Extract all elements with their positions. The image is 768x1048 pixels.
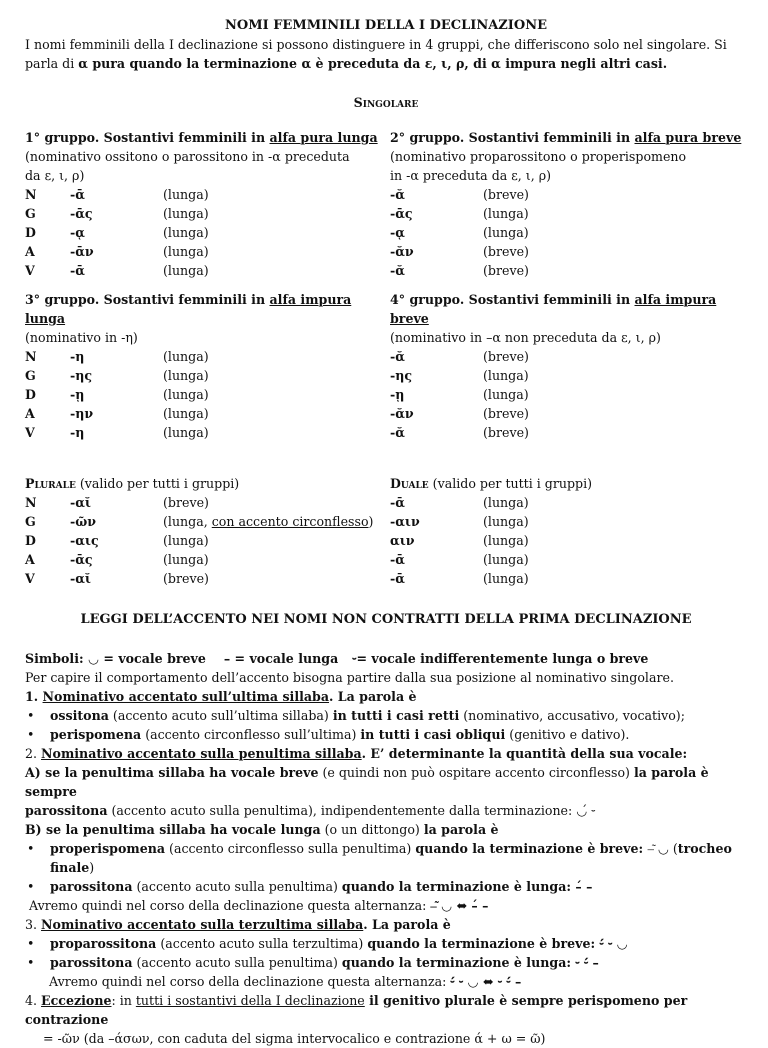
group-4	[390, 290, 747, 442]
law-heading: Nominativo accentato sulla penultima sillaba	[41, 746, 362, 761]
case-ending: -αις	[70, 533, 99, 548]
case-ending: -ᾱ	[70, 263, 85, 278]
case-ending: -η	[70, 349, 85, 364]
intro-line-2	[25, 54, 747, 73]
group-note: da ε, ι, ρ)	[25, 168, 85, 183]
quantity-note: (lunga)	[163, 263, 209, 278]
bullet-icon: •	[27, 879, 35, 894]
condition: quando la terminazione è lunga	[341, 955, 567, 970]
case-label: A	[25, 244, 35, 259]
quantity-note: (breve)	[483, 349, 529, 364]
case-ending: -ᾰ	[390, 263, 405, 278]
explanation: (accento acuto sulla penultima), indipendentemente dalla terminazione:	[107, 803, 577, 818]
quantity-note: (lunga)	[163, 187, 209, 202]
case-label: D	[25, 225, 36, 240]
bullet-icon: •	[27, 936, 35, 951]
quantity-note: (lunga)	[163, 533, 209, 548]
case-ending: -ᾰν	[390, 406, 414, 421]
groups-3-4	[25, 290, 747, 442]
condition: il genitivo plurale è sempre perispomeno per contrazione	[25, 993, 688, 1027]
document-page	[25, 14, 747, 1048]
duale-note: (valido per tutti i gruppi)	[428, 476, 593, 491]
group-heading: 3° gruppo. Sostantivi femminili in	[25, 292, 270, 307]
group-heading-underlined: alfa pura lunga	[269, 130, 378, 145]
law-2-B-bullet-2	[25, 877, 747, 896]
explanation: (e quindi non può ospitare accento circonflesso)	[318, 765, 634, 780]
quantity-note: (lunga)	[483, 387, 529, 402]
case-label: D	[25, 387, 36, 402]
quantity-note: (lunga)	[483, 571, 529, 586]
case-label: A	[25, 552, 35, 567]
condition: in tutti i casi retti	[332, 708, 460, 723]
law-2-B-bullet-1	[25, 839, 747, 877]
plurale-block	[25, 474, 390, 588]
quantity-note: (lunga)	[483, 552, 529, 567]
group-heading-underlined: alfa impura lunga	[25, 292, 352, 326]
case-label: N	[25, 495, 37, 510]
declension-table	[25, 347, 390, 442]
term: trocheo finale	[50, 841, 732, 875]
group-heading-underlined: alfa impura breve	[390, 292, 717, 326]
quantity-note: (lunga)	[483, 495, 529, 510]
term: parossitona	[50, 955, 133, 970]
longa-symbol: –	[223, 651, 231, 666]
case-ending: αιν	[390, 533, 415, 548]
explanation: (o un dittongo)	[320, 822, 424, 837]
quantity-note: (lunga)	[163, 225, 209, 240]
quantity-note: (lunga)	[163, 425, 209, 440]
term: ossitona	[50, 708, 109, 723]
quantity-note: (lunga)	[483, 514, 529, 529]
case-ending: -ᾱ	[70, 187, 85, 202]
metric-symbols: ⏑́ ⏑ ◡ ⬌ ⏑ ⏑́ –	[450, 974, 522, 989]
case-label: N	[25, 187, 37, 202]
anceps-text: = vocale indifferentemente lunga o breve	[356, 651, 649, 666]
quantity-note	[163, 512, 390, 531]
metric-symbols: –͂ ◡ ⬌ –́ –	[430, 898, 489, 913]
metric-symbols: : ⏑ ⏑́ –	[566, 955, 599, 970]
quantity-note: (lunga)	[483, 206, 529, 221]
bullet-icon: •	[27, 841, 35, 856]
case-ending: -ᾱ	[390, 495, 405, 510]
law-3	[25, 915, 747, 934]
quantity-note: (breve)	[483, 187, 529, 202]
group-note: (nominativo in –α non preceduta da ε, ι, ρ)	[390, 330, 661, 345]
bullet-icon: •	[27, 708, 35, 723]
metric-symbols: : –́ –	[566, 879, 593, 894]
law-number: 1.	[25, 689, 43, 704]
explanation: (accento acuto sulla terzultima)	[156, 936, 368, 951]
condition: quando la terminazione è lunga	[341, 879, 567, 894]
group-heading: 1° gruppo. Sostantivi femminili in	[25, 130, 270, 145]
group-1	[25, 128, 390, 280]
explanation: (genitivo e dativo).	[505, 727, 630, 742]
explanation: : in	[111, 993, 136, 1008]
case-ending: -ην	[70, 406, 94, 421]
term: proparossitona	[50, 936, 157, 951]
quantity-note-text: )	[368, 514, 374, 529]
case-ending: -αιν	[390, 514, 420, 529]
condition: la parola è	[423, 822, 499, 837]
law-heading-tail: . La parola è	[329, 689, 417, 704]
explanation: Avremo quindi nel corso della declinazione questa alternanza:	[49, 974, 451, 989]
declension-table	[25, 493, 390, 588]
declension-table	[390, 347, 747, 442]
quantity-note: (lunga)	[163, 349, 209, 364]
case-label: G	[25, 368, 36, 383]
law-number: 2.	[25, 746, 42, 761]
intro-bold-text: è preceduta da ε, ι, ρ, di	[311, 56, 492, 71]
law-number: 4.	[25, 993, 42, 1008]
case-label: V	[25, 571, 35, 586]
condition: in tutti i casi obliqui	[360, 727, 506, 742]
case-label: G	[25, 514, 36, 529]
law-3-alternation	[25, 972, 747, 991]
duale-heading: Duale	[390, 476, 429, 491]
quantity-note: (breve)	[483, 263, 529, 278]
page-title: NOMI FEMMINILI DELLA I DECLINAZIONE	[224, 18, 547, 33]
group-note: (nominativo in -η)	[25, 330, 138, 345]
bullet-icon: •	[27, 955, 35, 970]
plurale-heading: Plurale	[25, 476, 76, 491]
explanation: (accento acuto sulla penultima)	[132, 879, 342, 894]
case-label: V	[25, 425, 35, 440]
case-ending: -ᾰ	[390, 187, 405, 202]
explanation: (accento circonflesso sulla penultima)	[165, 841, 416, 856]
declension-table	[390, 493, 747, 588]
law-heading: Nominativo accentato sull’ultima sillaba	[42, 689, 330, 704]
quantity-note: (lunga)	[163, 406, 209, 421]
law-heading-tail: . La parola è	[363, 917, 451, 932]
quantity-note: (breve)	[483, 425, 529, 440]
case-label: N	[25, 349, 37, 364]
singolare-heading: Singolare	[353, 95, 419, 110]
quantity-note: (lunga)	[163, 368, 209, 383]
breve-symbol: ◡	[88, 651, 100, 666]
explanation: (nominativo, accusativo, vocativo);	[459, 708, 685, 723]
quantity-note: (breve)	[163, 495, 209, 510]
law-2	[25, 744, 747, 763]
group-heading: 2° gruppo. Sostantivi femminili in	[390, 130, 635, 145]
group-note: in -α preceduta da ε, ι, ρ)	[390, 168, 552, 183]
case-ending: -αῐ	[70, 571, 92, 586]
group-note: (nominativo proparossitono o properispomeno	[390, 149, 687, 164]
quantity-note: (lunga)	[163, 206, 209, 221]
quantity-note: (lunga)	[163, 552, 209, 567]
law-1-bullet-1	[25, 706, 747, 725]
explanation: Avremo quindi nel corso della declinazione questa alternanza:	[29, 898, 431, 913]
duale-block	[390, 474, 747, 588]
quantity-note: (breve)	[483, 244, 529, 259]
quantity-note: (lunga)	[163, 387, 209, 402]
intro-text: parla di	[25, 56, 79, 71]
case-ending: -ᾳ	[390, 225, 405, 240]
explanation-underlined: tutti i sostantivi della I declinazione	[135, 993, 365, 1008]
case-ending: -ᾳ	[70, 225, 85, 240]
case-ending: -ῃ	[390, 387, 405, 402]
group-heading: 4° gruppo. Sostantivi femminili in	[390, 292, 635, 307]
law-number: 3.	[25, 917, 42, 932]
explanation: (accento acuto sull’ultima sillaba)	[108, 708, 333, 723]
breve-text: = vocale breve	[99, 651, 206, 666]
bullet-icon: •	[27, 727, 35, 742]
case-label: D	[25, 533, 36, 548]
quantity-note: (breve)	[483, 406, 529, 421]
case-ending: -ᾰν	[390, 244, 414, 259]
group-heading-underlined: alfa pura breve	[634, 130, 742, 145]
condition: la parola è sempre	[25, 765, 709, 799]
case-label: G	[25, 206, 36, 221]
laws-intro: Per capire il comportamento dell’accento bisogna partire dalla sua posizione al nominativo singolare.	[25, 670, 674, 685]
case-ending: -ᾱ	[390, 552, 405, 567]
case-ending: -ῃ	[70, 387, 85, 402]
term: parossitona	[25, 803, 108, 818]
alpha-glyph: α	[491, 56, 501, 71]
case-ending: -αῐ	[70, 495, 92, 510]
law-2-A-cont	[25, 801, 747, 820]
group-note: (nominativo ossitono o parossitono in -α preceduta	[25, 149, 350, 164]
quantity-note-text: (lunga,	[163, 514, 212, 529]
alpha-glyph: α	[301, 56, 312, 71]
law-3-bullet-2	[25, 953, 747, 972]
plurale-note: (valido per tutti i gruppi)	[75, 476, 240, 491]
declension-table	[25, 185, 390, 280]
intro-bold-text: impura negli altri casi.	[500, 56, 668, 71]
condition: quando la terminazione è breve:	[415, 841, 648, 856]
law-2-B	[25, 820, 747, 839]
term: parossitona	[50, 879, 133, 894]
law-2-alternation	[25, 896, 747, 915]
law-4	[25, 991, 747, 1029]
anceps-symbol: ⏑	[352, 651, 357, 666]
term: perispomena	[50, 727, 142, 742]
law-3-bullet-1	[25, 934, 747, 953]
condition: A) se la penultima sillaba ha vocale breve	[25, 765, 319, 780]
case-ending: -ης	[70, 368, 93, 383]
law-4-cont: = -ῶν (da –άσων, con caduta del sigma intervocalico e contrazione ά + ω = ῶ)	[43, 1031, 546, 1046]
law-1	[25, 687, 747, 706]
case-ending: -ης	[390, 368, 413, 383]
metric-symbols: ◡́ ⏑	[576, 803, 596, 818]
explanation: (	[668, 841, 678, 856]
quantity-note: (lunga)	[163, 244, 209, 259]
explanation: (accento acuto sulla penultima)	[132, 955, 342, 970]
law-heading: Eccezione	[41, 993, 112, 1008]
case-ending: -ᾱς	[70, 206, 93, 221]
explanation: (accento circonflesso sull’ultima)	[141, 727, 361, 742]
term: properispomena	[50, 841, 166, 856]
intro-line-1: I nomi femminili della I declinazione si possono distinguere in 4 gruppi, che differiscono solo nel singolare. Si	[25, 37, 727, 52]
case-ending: -ῶν	[70, 514, 96, 529]
case-label: A	[25, 406, 35, 421]
condition: B) se la penultima sillaba ha vocale lunga	[25, 822, 321, 837]
law-1-bullet-2	[25, 725, 747, 744]
symbols-line	[25, 649, 747, 668]
case-ending: -η	[70, 425, 85, 440]
intro-bold-text: pura quando la terminazione	[87, 56, 302, 71]
groups-1-2	[25, 128, 747, 280]
case-ending: -ᾱ	[390, 571, 405, 586]
longa-text: = vocale lunga	[230, 651, 339, 666]
quantity-note: (lunga)	[483, 533, 529, 548]
law-heading-tail: . E’ determinante la quantità della sua vocale:	[361, 746, 688, 761]
group-3	[25, 290, 390, 442]
case-ending: -ᾱν	[70, 244, 94, 259]
group-2	[390, 128, 747, 280]
case-ending: -ᾰ	[390, 349, 405, 364]
condition: quando la terminazione è breve	[367, 936, 591, 951]
symbols-label: Simboli:	[25, 651, 89, 666]
case-ending: -ᾰ	[390, 425, 405, 440]
law-heading: Nominativo accentato sulla terzultima sillaba	[41, 917, 364, 932]
quantity-note: (lunga)	[483, 368, 529, 383]
declension-table	[390, 185, 747, 280]
metric-symbols: –͂ ◡	[647, 841, 669, 856]
quantity-note: (lunga)	[483, 225, 529, 240]
quantity-note: (breve)	[163, 571, 209, 586]
law-2-A	[25, 763, 747, 801]
quantity-note-underlined: con accento circonflesso	[211, 514, 369, 529]
case-ending: -ᾱς	[70, 552, 93, 567]
explanation: )	[89, 860, 95, 875]
alpha-glyph: α	[78, 56, 88, 71]
laws-title: LEGGI DELL’ACCENTO NEI NOMI NON CONTRATTI DELLA PRIMA DECLINAZIONE	[80, 612, 692, 627]
case-label: V	[25, 263, 35, 278]
plurale-duale	[25, 474, 747, 588]
case-ending: -ᾱς	[390, 206, 413, 221]
metric-symbols: : ⏑́ ⏑ ◡	[590, 936, 628, 951]
